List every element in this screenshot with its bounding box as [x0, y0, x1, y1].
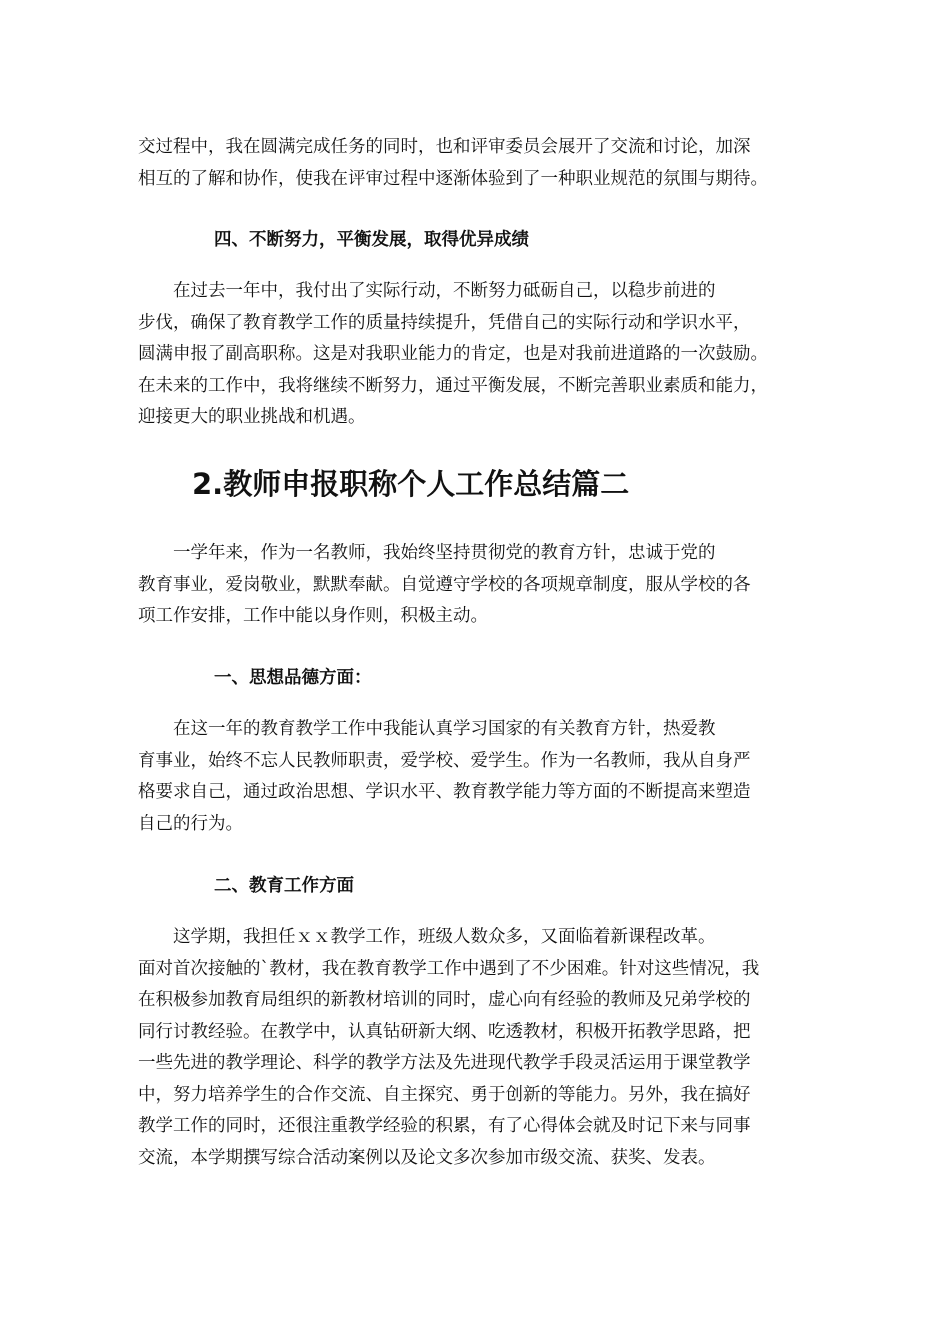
text-line: 在这一年的教育教学工作中我能认真学习国家的有关教育方针，热爱教	[138, 719, 716, 739]
text-line: 迎接更大的职业挑战和机遇。	[138, 407, 366, 427]
paragraph-morality	[138, 714, 818, 840]
paragraph-progress	[138, 276, 818, 434]
section-heading-1: 一、思想品德方面：	[214, 668, 372, 688]
text-line: 这学期，我担任ｘｘ教学工作，班级人数众多，又面临着新课程改革。	[138, 927, 716, 947]
text-line: 格要求自己，通过政治思想、学识水平、教育教学能力等方面的不断提高来塑造	[138, 782, 751, 802]
paragraph-intro	[138, 538, 818, 633]
text-line: 在过去一年中，我付出了实际行动，不断努力砥砺自己，以稳步前进的	[138, 281, 716, 301]
text-line: 步伐，确保了教育教学工作的质量持续提升，凭借自己的实际行动和学识水平，	[138, 312, 751, 333]
text-line: 在未来的工作中，我将继续不断努力，通过平衡发展，不断完善职业素质和能力，	[138, 375, 768, 396]
text-line: 一些先进的教学理论、科学的教学方法及先进现代教学手段灵活运用于课堂教学	[138, 1053, 751, 1073]
paragraph-teaching	[138, 922, 818, 1174]
text-line: 中，努力培养学生的合作交流、自主探究、勇于创新的等能力。另外，我在搞好	[138, 1084, 751, 1105]
text-line: 相互的了解和协作，使我在评审过程中逐渐体验到了一种职业规范的氛围与期待。	[138, 168, 768, 189]
text-line: 教育事业，爱岗敬业，默默奉献。自觉遵守学校的各项规章制度，服从学校的各	[138, 574, 751, 595]
text-line: 在积极参加教育局组织的新教材培训的同时，虚心向有经验的教师及兄弟学校的	[138, 990, 751, 1010]
text-line: 一学年来，作为一名教师，我始终坚持贯彻党的教育方针，忠诚于党的	[138, 543, 716, 563]
text-line: 交过程中，我在圆满完成任务的同时，也和评审委员会展开了交流和讨论，加深	[138, 137, 751, 157]
text-line: 交流，本学期撰写综合活动案例以及论文多次参加市级交流、获奖、发表。	[138, 1147, 716, 1168]
text-line: 同行讨教经验。在教学中，认真钻研新大纲、吃透教材，积极开拓教学思路，把	[138, 1021, 751, 1042]
text-line: 面对首次接触的`教材，我在教育教学工作中遇到了不少困难。针对这些情况，我	[138, 958, 760, 979]
text-line: 育事业，始终不忘人民教师职责，爱学校、爱学生。作为一名教师，我从自身严	[138, 750, 751, 771]
section-heading-2: 二、教育工作方面	[214, 876, 354, 896]
text-line: 自己的行为。	[138, 813, 243, 834]
paragraph-continued	[138, 132, 818, 195]
text-line: 项工作安排，工作中能以身作则，积极主动。	[138, 606, 488, 626]
section-heading-4: 四、不断努力，平衡发展，取得优异成绩	[214, 230, 529, 250]
text-line: 教学工作的同时，还很注重教学经验的积累，有了心得体会就及时记下来与同事	[138, 1116, 751, 1136]
article-title: 2.教师申报职称个人工作总结篇二	[192, 467, 630, 501]
text-line: 圆满申报了副高职称。这是对我职业能力的肯定，也是对我前进道路的一次鼓励。	[138, 344, 768, 364]
